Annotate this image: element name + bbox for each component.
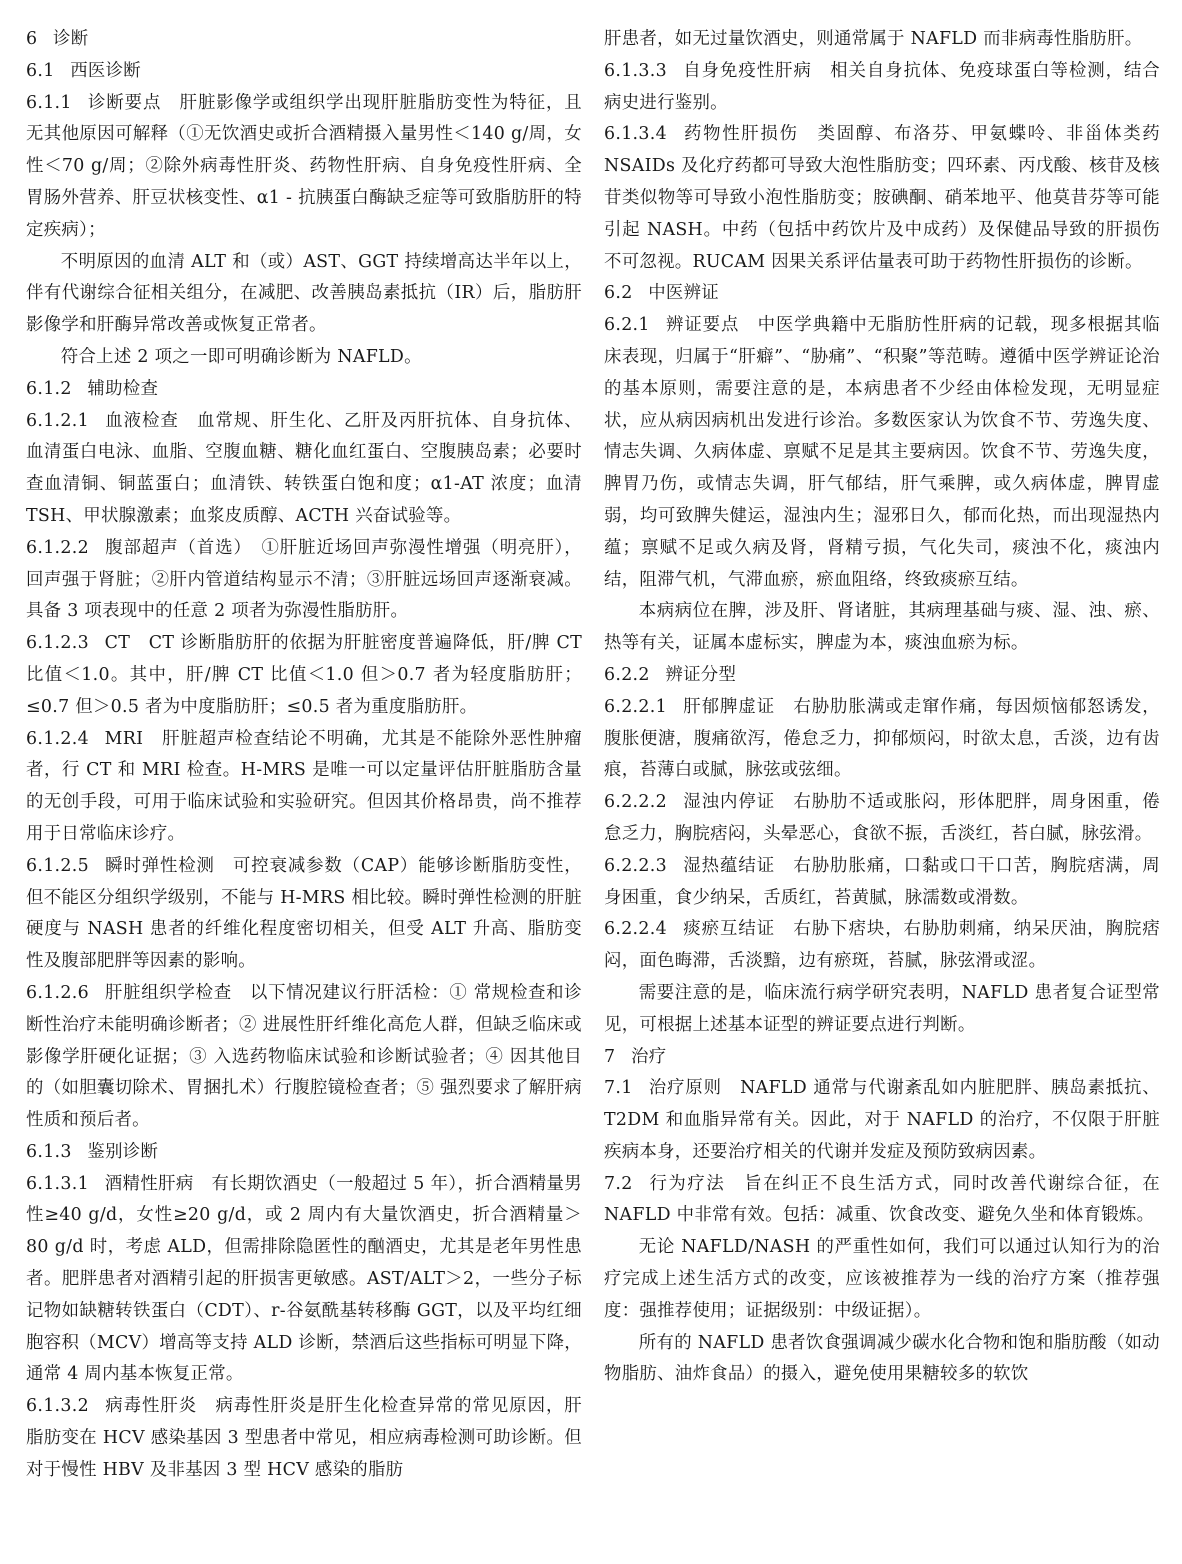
section-text: 治疗 [631,1046,667,1067]
section-number: 6.2.2.4 [604,919,667,940]
paragraph [26,406,582,533]
paragraph [604,310,1160,596]
section-heading [604,660,1160,692]
section-text: 鉴别诊断 [87,1141,159,1162]
section-text: 诊断 [53,29,89,49]
right-column [604,24,1160,1391]
section-text: 湿热蕴结证 右胁肋胀痛，口黏或口干口苦，胸脘痞满，周身困重，食少纳呆，舌质红，苔黄腻，脉濡数或滑数。 [604,855,1160,908]
section-number: 6.1.2.6 [26,982,89,1003]
section-number: 6.1.3.1 [26,1173,89,1194]
paragraph [604,1232,1160,1327]
paragraph [604,119,1160,278]
section-text: 不明原因的血清 ALT 和（或）AST、GGT 持续增高达半年以上，伴有代谢综合征相关组分，在减肥、改善胰岛素抵抗（IR）后，脂肪肝影像学和肝酶异常改善或恢复正常者。 [26,251,582,336]
section-text: 需要注意的是，临床流行病学研究表明，NAFLD 患者复合证型常见，可根据上述基本证型的辨证要点进行判断。 [604,982,1160,1035]
section-number: 6.1.3.4 [604,124,667,145]
paragraph [604,1073,1160,1168]
section-number: 7.2 [604,1173,633,1194]
section-text: 腹部超声（首选） ①肝脏近场回声弥漫性增强（明亮肝），回声强于肾脏；②肝内管道结构显示不清；③肝脏远场回声逐渐衰减。具备 3 项表现中的任意 2 项者为弥漫性脂肪肝。 [26,537,582,622]
section-text: 治疗原则 NAFLD 通常与代谢紊乱如内脏肥胖、胰岛素抵抗、T2DM 和血脂异常有关。因此，对于 NAFLD 的治疗，不仅限于肝脏疾病本身，还要治疗相关的代谢并发症及预防致病因素。 [604,1078,1160,1162]
section-number: 6.1.2.4 [26,728,89,749]
paragraph [604,787,1160,851]
section-number: 6.2.2 [604,664,650,685]
section-text: 肝郁脾虚证 右胁肋胀满或走窜作痛，每因烦恼郁怒诱发，腹胀便溏，腹痛欲泻，倦怠乏力，抑郁烦闷，时欲太息，舌淡，边有齿痕，苔薄白或腻，脉弦或弦细。 [604,696,1160,781]
paragraph [26,533,582,628]
section-text: 辨证分型 [665,664,737,685]
section-number: 6.1.2 [26,378,72,399]
section-text: 行为疗法 旨在纠正不良生活方式，同时改善代谢综合征，在 NAFLD 中非常有效。包括：减重、饮食改变、避免久坐和体育锻炼。 [604,1173,1160,1226]
section-text: CT CT 诊断脂肪肝的依据为肝脏密度普遍降低，肝/脾 CT 比值＜1.0。其中，肝/脾 CT 比值＜1.0 但＞0.7 者为轻度脂肪肝；≤0.7 但＞0.5 者为中度脂肪肝；≤0.5 者为重度脂肪肝。 [26,633,582,717]
section-heading [604,1042,1160,1074]
section-text: 病毒性肝炎 病毒性肝炎是肝生化检查异常的常见原因，肝脂肪变在 HCV 感染基因 3 型患者中常见，相应病毒检测可助诊断。但对于慢性 HBV 及非基因 3 型 HCV 感染的脂肪 [26,1396,582,1480]
section-text: 本病病位在脾，涉及肝、肾诸脏，其病理基础与痰、湿、浊、瘀、热等有关，证属本虚标实，脾虚为本，痰浊血瘀为标。 [604,601,1160,654]
paragraph [26,851,582,978]
section-text: 自身免疫性肝病 相关自身抗体、免疫球蛋白等检测，结合病史进行鉴别。 [604,60,1160,113]
section-text: 中医辨证 [648,283,719,304]
section-number: 6.1.2.5 [26,855,89,876]
section-number: 7 [604,1046,616,1067]
section-number: 6.2.2.3 [604,855,667,876]
section-heading [604,278,1160,310]
section-text: 肝脏组织学检查 以下情况建议行肝活检：① 常规检查和诊断性治疗未能明确诊断者；② 进展性肝纤维化高危人群，但缺乏临床或影像学肝硬化证据；③ 入选药物临床试验和诊断试验者；④ 因其他目的（如胆囊切除术、胃捆扎术）行腹腔镜检查者；⑤ 强烈要求了解肝病性质和预后者。 [26,982,582,1131]
section-number: 6.2.2.2 [604,792,667,813]
paragraph [26,247,582,342]
section-text: 酒精性肝病 有长期饮酒史（一般超过 5 年），折合酒精量男性≥40 g/d，女性≥20 g/d，或 2 周内有大量饮酒史，折合酒精量＞80 g/d 时，考虑 ALD，但需排除隐匿性的酗酒史，尤其是老年男性患者。肥胖患者对酒精引起的肝损害更敏感。AST/ALT＞2，一些分子标记物如缺糖转铁蛋白（CDT）、r-谷氨酰基转移酶 GGT，以及平均红细胞容积（MCV）增高等支持 ALD 诊断，禁酒后这些指标可明显下降，通常 4 周内基本恢复正常。 [26,1173,582,1385]
paragraph [604,914,1160,978]
paragraph [604,1169,1160,1233]
section-text: 瞬时弹性检测 可控衰减参数（CAP）能够诊断脂肪变性，但不能区分组织学级别，不能与 H-MRS 相比较。瞬时弹性检测的肝脏硬度与 NASH 患者的纤维化程度密切相关，但受 ALT 升高、脂肪变性及腹部肥胖等因素的影响。 [26,855,582,972]
section-number: 6.1.2.3 [26,633,89,654]
paragraph [604,56,1160,120]
section-text: 药物性肝损伤 类固醇、布洛芬、甲氨蝶呤、非甾体类药 NSAIDs 及化疗药都可导致大泡性脂肪变；四环素、丙戊酸、核苷及核苷类似物等可导致小泡性脂肪变；胺碘酮、硝苯地平、他莫昔芬等可能引起 NASH。中药（包括中药饮片及中成药）及保健品导致的肝损伤不可忽视。RUCAM 因果关系评估量表可助于药物性肝损伤的诊断。 [604,124,1160,272]
section-number: 6.1.3.3 [604,60,667,81]
section-text: 痰瘀互结证 右胁下痞块，右胁肋刺痛，纳呆厌油，胸脘痞闷，面色晦滞，舌淡黯，边有瘀斑，苔腻，脉弦滑或涩。 [604,919,1160,972]
paragraph [604,851,1160,915]
section-text: 无论 NAFLD/NASH 的严重性如何，我们可以通过认知行为的治疗完成上述生活方式的改变，应该被推荐为一线的治疗方案（推荐强度：强推荐使用；证据级别：中级证据）。 [604,1237,1160,1321]
paragraph [26,1169,582,1392]
section-heading [26,374,582,406]
section-number: 6 [26,29,38,49]
section-number: 6.1.2.1 [26,410,89,431]
section-heading [26,24,582,56]
section-number: 6.1.3 [26,1141,72,1162]
paragraph [26,978,582,1137]
section-number: 6.2.2.1 [604,696,667,717]
paragraph [604,692,1160,787]
paragraph [604,978,1160,1042]
section-text: 诊断要点 肝脏影像学或组织学出现肝脏脂肪变性为特征，且无其他原因可解释（①无饮酒史或折合酒精摄入量男性＜140 g/周，女性＜70 g/周；②除外病毒性肝炎、药物性肝病、自身免疫性肝病、全胃肠外营养、肝豆状核变性、α1 - 抗胰蛋白酶缺乏症等可致脂肪肝的特定疾病）； [26,92,582,240]
section-text: 所有的 NAFLD 患者饮食强调减少碳水化合物和饱和脂肪酸（如动物脂肪、油炸食品）的摄入，避免使用果糖较多的软饮 [604,1332,1160,1385]
section-text: MRI 肝脏超声检查结论不明确，尤其是不能除外恶性肿瘤者，行 CT 和 MRI 检查。H-MRS 是唯一可以定量评估肝脏脂肪含量的无创手段，可用于临床试验和实验研究。但因其价格昂贵，尚不推荐用于日常临床诊疗。 [26,728,582,844]
section-text: 血液检查 血常规、肝生化、乙肝及丙肝抗体、自身抗体、血清蛋白电泳、血脂、空腹血糖、糖化血红蛋白、空腹胰岛素；必要时查血清铜、铜蓝蛋白；血清铁、转铁蛋白饱和度；α1-AT 浓度；血清 TSH、甲状腺激素；血浆皮质醇、ACTH 兴奋试验等。 [26,410,582,526]
section-heading [26,56,582,88]
paragraph [26,724,582,851]
section-number: 6.1.1 [26,92,72,113]
paragraph [26,1391,582,1486]
section-number: 6.2 [604,283,633,304]
section-text: 湿浊内停证 右胁肋不适或胀闷，形体肥胖，周身困重，倦怠乏力，胸脘痞闷，头晕恶心，食欲不振，舌淡红，苔白腻，脉弦滑。 [604,792,1160,844]
paragraph [604,596,1160,660]
section-number: 6.1 [26,60,55,81]
section-text: 辅助检查 [87,378,159,399]
section-text: 符合上述 2 项之一即可明确诊断为 NAFLD。 [60,346,422,367]
paragraph [26,88,582,247]
paragraph [604,1328,1160,1392]
section-number: 6.2.1 [604,315,650,336]
section-number: 6.1.2.2 [26,537,89,558]
left-column [26,24,582,1487]
section-text: 西医诊断 [70,60,141,81]
section-number: 6.1.3.2 [26,1396,89,1417]
section-heading [26,1137,582,1169]
paragraph [604,24,1160,56]
section-number: 7.1 [604,1078,633,1099]
section-text: 肝患者，如无过量饮酒史，则通常属于 NAFLD 而非病毒性脂肪肝。 [604,29,1143,49]
paragraph [26,342,582,374]
paragraph [26,628,582,723]
section-text: 辨证要点 中医学典籍中无脂肪性肝病的记载，现多根据其临床表现，归属于“肝癖”、“胁痛”、“积聚”等范畴。遵循中医学辨证论治的基本原则，需要注意的是，本病患者不少经由体检发现，无明显症状，应从病因病机出发进行诊治。多数医家认为饮食不节、劳逸失度、情志失调、久病体虚、禀赋不足是其主要病因。饮食不节、劳逸失度，脾胃乃伤，或情志失调，肝气郁结，肝气乘脾，或久病体虚，脾胃虚弱，均可致脾失健运，湿浊内生；湿邪日久，郁而化热，而出现湿热内蕴；禀赋不足或久病及肾，肾精亏损，气化失司，痰浊不化，痰浊内结，阻滞气机，气滞血瘀，瘀血阻络，终致痰瘀互结。 [604,315,1160,590]
